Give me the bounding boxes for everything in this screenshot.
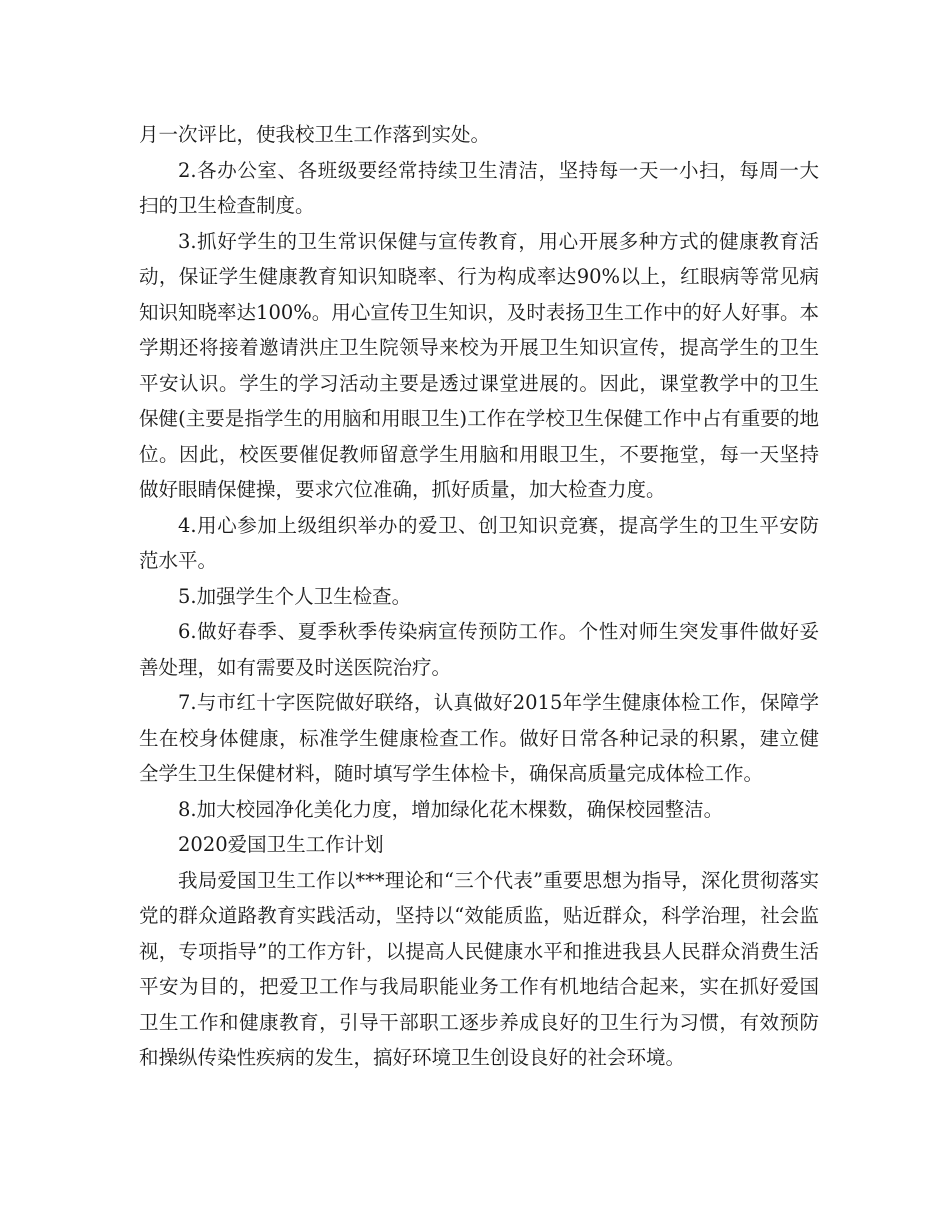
paragraph-intro: 我局爱国卫生工作以***理论和“三个代表”重要思想为指导，深化贯彻落实党的群众道路教育实践活动，坚持以“效能质监，贴近群众，科学治理，社会监视，专项指导”的工作方针，以提高人民健康水平和推进我县人民群众消费生活平安为目的，把爱卫工作与我局职能业务工作有机地结合起来，实在抓好爱国卫生工作和健康教育，引导干部职工逐步养成良好的卫生行为习惯，有效预防和操纵传染性疾病的发生，搞好环境卫生创设良好的社会环境。: [139, 868, 819, 1069]
document-body: [139, 117, 819, 1076]
paragraph-item-7: 7.与市红十字医院做好联络，认真做好2015年学生健康体检工作，保障学生在校身体健康，标准学生健康检查工作。做好日常各种记录的积累，建立健全学生卫生保健材料，随时填写学生体检卡，确保高质量完成体检工作。: [139, 691, 819, 785]
paragraph-item-2: 2.各办公室、各班级要经常持续卫生清洁，坚持每一天一小扫，每周一大扫的卫生检查制度。: [139, 158, 819, 217]
paragraph-item-8: 8.加大校园净化美化力度，增加绿化花木棵数，确保校园整洁。: [178, 797, 724, 821]
paragraph-item-6: 6.做好春季、夏季秋季传染病宣传预防工作。个性对师生突发事件做好妥善处理，如有需要及时送医院治疗。: [139, 620, 819, 679]
paragraph-item-5: 5.加强学生个人卫生检查。: [178, 584, 412, 608]
paragraph-continuation: 月一次评比，使我校卫生工作落到实处。: [139, 123, 491, 146]
section-title: 2020爱国卫生工作计划: [178, 833, 384, 856]
paragraph-item-3: 3.抓好学生的卫生常识保健与宣传教育，用心开展多种方式的健康教育活动，保证学生健康教育知识知晓率、行为构成率达90%以上，红眼病等常见病知识知晓率达100%。用心宣传卫生知识，及时表扬卫生工作中的好人好事。本学期还将接着邀请洪庄卫生院领导来校为开展卫生知识宣传，提高学生的卫生平安认识。学生的学习活动主要是透过课堂进展的。因此，课堂教学中的卫生保健(主要是指学生的用脑和用眼卫生)工作在学校卫生保健工作中占有重要的地位。因此，校医要催促教师留意学生用脑和用眼卫生，不要拖堂，每一天坚持做好眼睛保健操，要求穴位准确，抓好质量，加大检查力度。: [139, 229, 819, 501]
paragraph-item-4: 4.用心参加上级组织举办的爱卫、创卫知识竞赛，提高学生的卫生平安防范水平。: [139, 513, 819, 572]
